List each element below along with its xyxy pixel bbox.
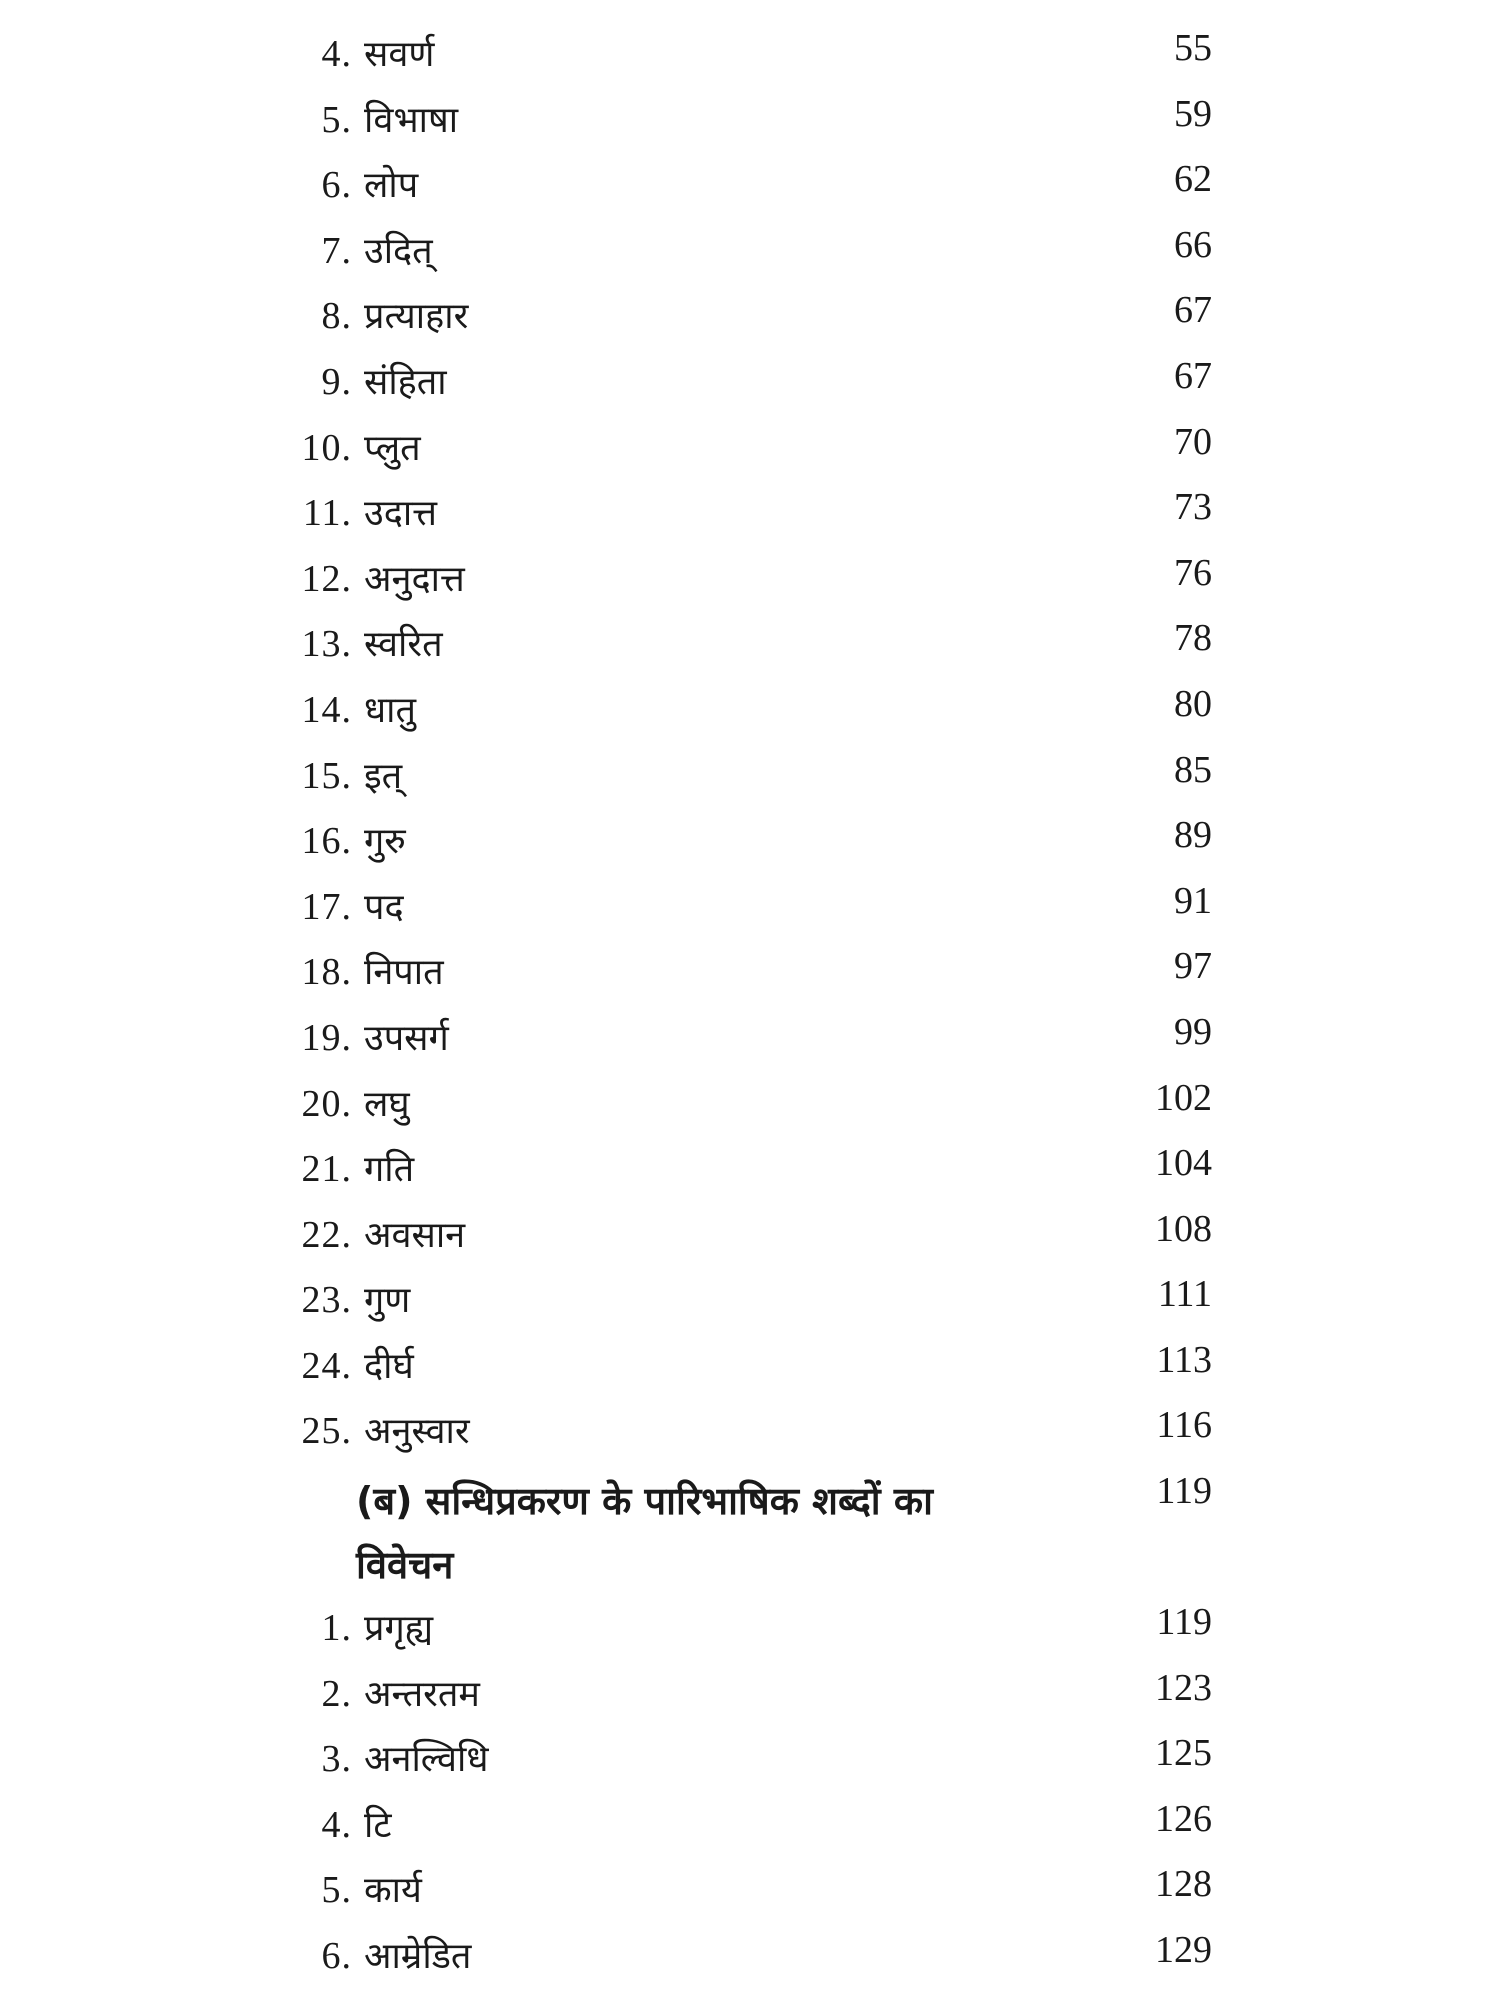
entry-title: स्वरित [364,624,443,666]
entry-page-number: 102 [1155,1076,1212,1119]
entry-page-number: 108 [1155,1207,1212,1250]
toc-entry [260,674,1250,740]
entry-page-number: 91 [1174,879,1212,922]
entry-title: पद [364,886,404,928]
entry-number: 13. [301,623,352,666]
entry-title: उपसर्ग [364,1017,449,1059]
entry-number: 7. [321,229,352,272]
entry-page-number: 116 [1156,1404,1212,1447]
entry-title: अनुस्वार [364,1411,470,1453]
toc-entry [260,1592,1250,1658]
entry-title: लोप [364,165,419,207]
entry-page-number: 67 [1174,354,1212,397]
section-heading-row [260,1461,1250,1592]
entry-page-number: 128 [1155,1863,1212,1906]
entry-title: धातु [364,689,416,731]
entry-number: 19. [301,1016,352,1059]
entry-number: 5. [321,1869,352,1912]
toc-entry [260,477,1250,543]
toc-entry [260,149,1250,215]
entry-number: 22. [301,1213,352,1256]
toc-entry [260,1199,1250,1265]
toc-entry [260,1395,1250,1461]
entry-title: प्रगृह्य [364,1608,434,1650]
entry-page-number: 73 [1174,486,1212,529]
entry-title: दीर्घ [364,1345,414,1387]
entry-title: इत् [364,755,403,797]
toc-entry [260,1002,1250,1068]
toc-entry [260,1133,1250,1199]
entry-page-number: 125 [1155,1732,1212,1775]
entry-page-number: 67 [1174,289,1212,332]
toc-entry [260,1068,1250,1134]
entry-page-number: 78 [1174,617,1212,660]
entry-number: 2. [321,1672,352,1715]
entry-number: 10. [301,426,352,469]
entry-title: विभाषा [364,99,459,141]
entry-number: 16. [301,820,352,863]
toc-entry [260,1854,1250,1920]
entry-number: 1. [321,1607,352,1650]
toc-entry [260,740,1250,806]
entry-number: 8. [321,295,352,338]
entry-number: 17. [301,885,352,928]
toc-entry [260,871,1250,937]
entry-page-number: 123 [1155,1666,1212,1709]
entry-number: 5. [321,98,352,141]
entry-title: अवसान [364,1214,466,1256]
entry-number: 12. [301,557,352,600]
table-of-contents [260,18,1250,1986]
entry-page-number: 76 [1174,551,1212,594]
toc-entry [260,936,1250,1002]
entry-title: कार्य [364,1870,422,1912]
entry-title: आम्रेडित [364,1936,472,1978]
entry-number: 9. [321,360,352,403]
toc-entry [260,280,1250,346]
entry-title: उदित् [364,230,433,272]
section-heading: (ब) सन्धिप्रकरण के पारिभाषिक शब्दों का विवेचन [356,1479,933,1588]
entry-title: गुण [364,1280,411,1322]
entry-title: लघु [364,1083,410,1125]
entry-number: 11. [302,492,352,535]
toc-entry [260,1789,1250,1855]
entry-page-number: 111 [1157,1273,1212,1316]
entry-title: गति [364,1149,415,1191]
entry-number: 14. [301,688,352,731]
entry-number: 4. [321,33,352,75]
entry-number: 21. [301,1148,352,1191]
entry-title: अनुदात्त [364,558,465,600]
toc-entry [260,84,1250,150]
entry-title: निपात [364,952,444,994]
entry-page-number: 99 [1174,1010,1212,1053]
entry-title: संहिता [364,361,447,403]
entry-title: प्लुत [364,427,421,469]
section-heading-page-number: 119 [1156,1470,1212,1513]
entry-number: 6. [321,164,352,207]
entry-title: अन्तरतम [364,1673,480,1715]
entry-title: टि [364,1804,392,1846]
toc-entry [260,412,1250,478]
entry-number: 20. [301,1082,352,1125]
entry-title: उदात्त [364,493,438,535]
entry-page-number: 89 [1174,814,1212,857]
entry-page-number: 59 [1174,92,1212,135]
entry-page-number: 119 [1156,1601,1212,1644]
entry-number: 4. [321,1803,352,1846]
entry-page-number: 80 [1174,682,1212,725]
entry-page-number: 97 [1174,945,1212,988]
toc-entry [260,1658,1250,1724]
entry-page-number: 113 [1156,1338,1212,1381]
entry-number: 6. [321,1935,352,1978]
toc-entry [260,1723,1250,1789]
toc-entry [260,18,1250,84]
entry-number: 18. [301,951,352,994]
entry-page-number: 129 [1155,1929,1212,1972]
toc-entry [260,1264,1250,1330]
entry-page-number: 85 [1174,748,1212,791]
entry-number: 15. [301,754,352,797]
entry-page-number: 55 [1174,27,1212,69]
toc-entry [260,215,1250,281]
entry-number: 24. [301,1344,352,1387]
entry-number: 3. [321,1738,352,1781]
entry-number: 23. [301,1279,352,1322]
toc-entry [260,805,1250,871]
toc-entry [260,543,1250,609]
toc-entry [260,1330,1250,1396]
entry-page-number: 62 [1174,158,1212,201]
entry-title: अनल्विधि [364,1739,489,1781]
toc-entry [260,346,1250,412]
toc-entry [260,608,1250,674]
entry-page-number: 66 [1174,223,1212,266]
entry-title: प्रत्याहार [364,296,469,338]
entry-title: गुरु [364,821,406,863]
entry-page-number: 104 [1155,1142,1212,1185]
toc-entry [260,1920,1250,1986]
entry-page-number: 126 [1155,1797,1212,1840]
entry-title: सवर्ण [364,34,435,75]
entry-page-number: 70 [1174,420,1212,463]
entry-number: 25. [301,1410,352,1453]
